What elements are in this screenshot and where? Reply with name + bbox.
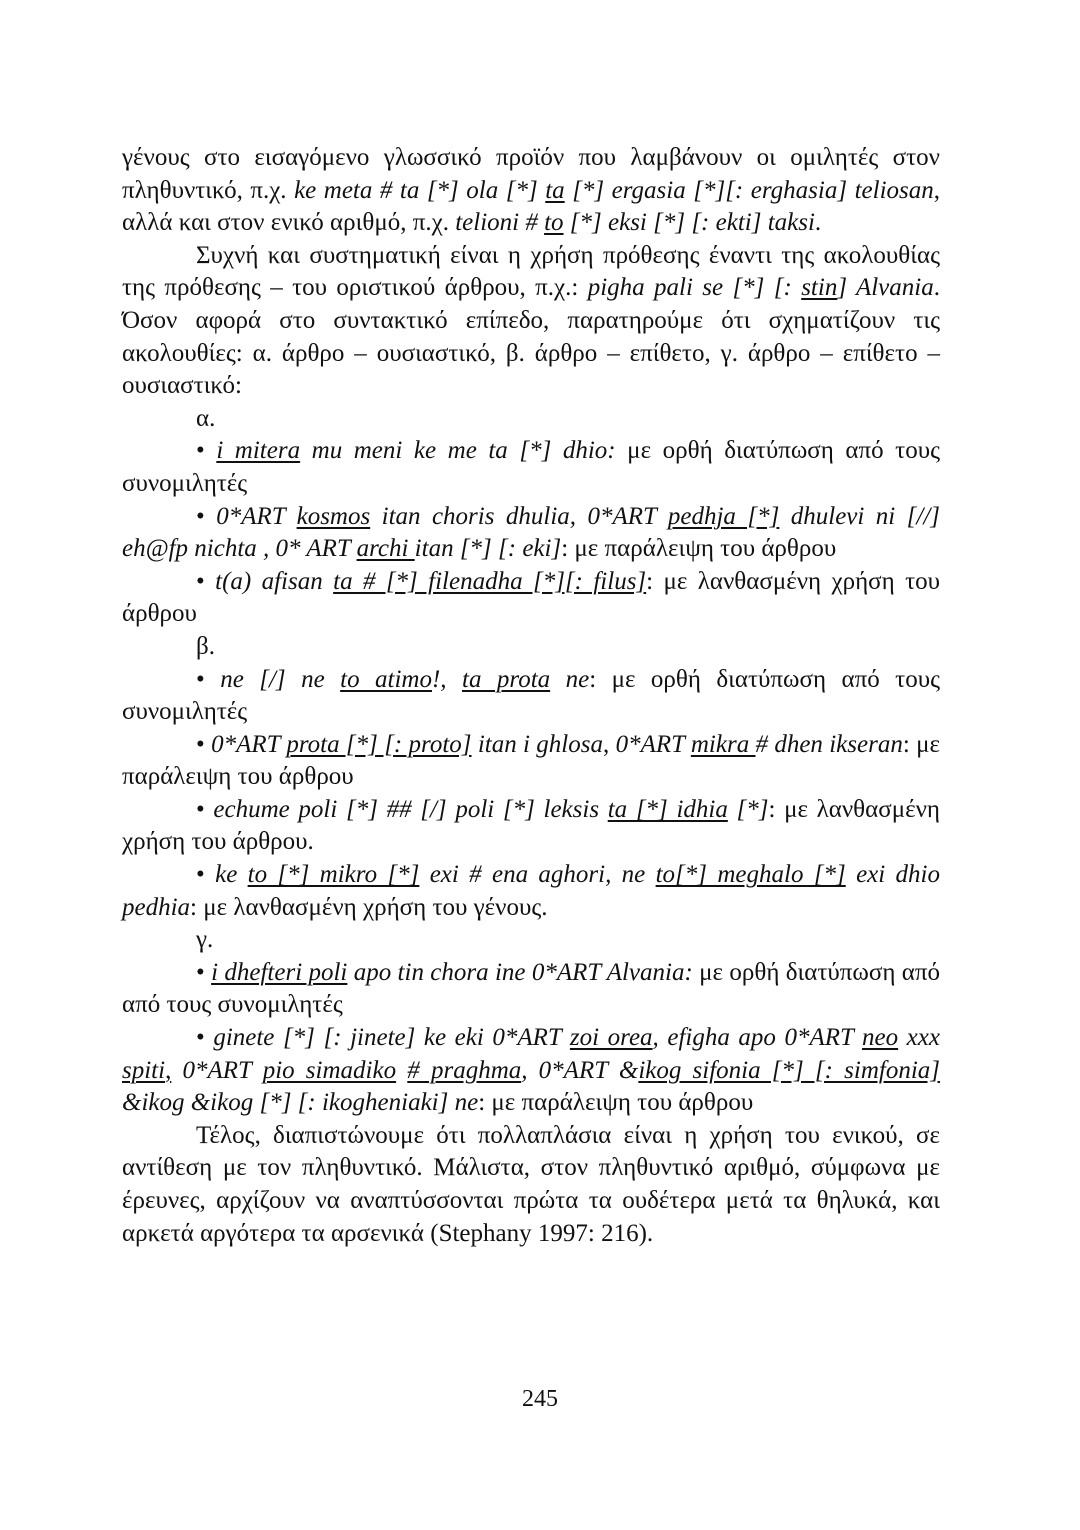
example-beta-2 [122,729,940,794]
page-body [122,142,940,1250]
text-run: to [*] mikro [*] [247,861,420,889]
text-run: prota [*] [: proto] [286,730,472,758]
text-run: # dhen ikseran [755,730,903,758]
text-run: ke [215,861,248,889]
text-run: exi # ena aghori, ne [419,861,656,889]
text-run: neo [862,1024,899,1052]
text-run: , [603,730,616,758]
text-run: apo tin chora ine 0*ART Alvania: [347,958,693,986]
text-run: itan i ghlosa [471,730,603,758]
text-run: mikra [690,730,756,758]
text-run: γένους στο εισαγόμενο γλωσσικό προϊόν που λαμβάνουν οι ομιλητές στον πληθυντικό, π.χ. [122,144,940,204]
text-run: i mitera [216,437,301,465]
example-beta-1 [122,664,940,729]
text-run: ke meta # ta [*] ola [*] [294,176,546,204]
text-run: ta prota [462,665,551,693]
text-run: . Όσον αφορά στο συντακτικό επίπεδο, παρατηρούμε ότι σχηματίζουν τις ακολουθίες: α. άρθρο – ουσιαστικό, β. άρθρο – επίθετο, γ. άρθρο – επίθετο – ουσιαστικό: [122,274,940,400]
text-run: , [165,1056,172,1084]
section-label-gamma: γ. [196,926,214,954]
text-run: ikog sifonia [*] [: simfonia] [638,1056,940,1084]
text-run: t(a) afisan [215,567,334,595]
text-run: ta [*] idhia [607,795,728,823]
text-run: itan [*] [: eki] [414,535,562,563]
text-run: • [196,958,212,986]
paragraph-1 [122,142,940,240]
text-run: , 0*ART & [521,1056,639,1084]
text-run: telioni # [455,209,545,237]
text-run: • [196,665,221,693]
text-run: με ορθή διατύπωση από τους συνομιλητές [122,437,941,497]
text-run: ] Alvania [837,274,934,302]
text-run: 0*ART [216,502,297,530]
text-run: . [814,209,822,237]
example-alpha-2 [122,501,940,566]
text-run: i dhefteri poli [211,958,348,986]
example-alpha-1 [122,435,940,500]
text-run: , αλλά και στον ενικό αριθμό, π.χ. [122,176,940,237]
example-gamma-2 [122,1022,940,1120]
text-run: !, [431,665,463,693]
text-run: : με παράλειψη του άρθρου [561,535,837,563]
section-label-alpha: α. [196,404,216,432]
text-run: : με λανθασμένη χρήση του γένους. [190,893,548,921]
text-run: to [544,209,564,237]
text-run: • [196,1024,214,1052]
text-run: exi dhio pedhia [122,861,940,921]
text-run: pigha pali se [*] [: [587,274,802,302]
text-run: 0*ART [615,730,691,758]
example-gamma-1 [122,957,940,1022]
text-run: ta # [*] filenadha [*][: filus] [333,567,647,595]
text-run: [*] eksi [*] [: ekti] taksi [563,209,815,237]
text-run: • [196,437,217,465]
example-beta-4 [122,859,940,924]
text-run: xxx [898,1024,940,1052]
text-run: ginete [*] [: jinete] ke eki 0*ART [213,1024,570,1052]
text-run [396,1057,407,1084]
text-run: : με λανθασμένη χρήση του άρθρου [122,567,941,628]
text-run: • [196,567,216,595]
text-run: # praghma [407,1056,522,1084]
example-alpha-3 [122,566,940,631]
page-number: 245 [522,1386,558,1412]
text-run: Τέλος, διαπιστώνουμε ότι πολλαπλάσια είναι η χρήση του ενικού, σε αντίθεση με τον πληθυντικό. Μάλιστα, στον πληθυντικό αριθμό, σύμφωνα με έρευνες, αρχίζουν να αναπτύσσονται πρώτα τα ουδέτερα μετά τα θηλυκά, και αρκετά αργότερα τα αρσενικά (Stephany 1997: 216). [122,1121,940,1247]
text-run: : με ορθή διατύπωση από τους συνομιλητές [122,665,940,726]
example-beta-3 [122,794,940,859]
text-run: , efigha apo 0*ART [652,1024,863,1052]
text-run: archi [356,535,415,563]
text-run: • [196,730,212,758]
paragraph-2 [122,240,940,403]
text-run: echume poli [*] ## [/] poli [*] leksis [213,795,608,823]
text-run: • [196,795,214,823]
text-run: 0*ART [211,730,287,758]
text-run: kosmos [296,502,371,530]
text-run: • [196,502,217,530]
text-run: : με λανθασμένη χρήση του άρθρου. [122,795,940,856]
text-run: pedhja [*] [667,502,780,530]
text-run: to[*] meghalo [*] [655,861,846,889]
text-run: ne [550,665,590,693]
text-run: to atimo [340,665,432,693]
text-run: : με παράλειψη του άρθρου [122,730,940,791]
paragraph-final [122,1120,940,1250]
text-run: Συχνή και συστηματική είναι η χρήση πρόθεσης έναντι της ακολουθίας της πρόθεσης – του οριστικού άρθρου, π.χ.: [122,241,940,302]
text-run: stin [801,274,838,302]
text-run: [*] [727,795,769,823]
text-run: ta [545,176,565,204]
section-label-beta: β. [196,632,215,660]
text-run: dhulevi ni [//] eh@fp nichta , 0* ART [122,502,940,563]
text-run: [*] ergasia [*][: erghasia] teliosan [564,176,934,204]
text-run: με ορθή διατύπωση από από τους συνομιλητές [122,958,940,1019]
text-run: • [196,861,216,889]
text-run: 0*ART [171,1056,263,1084]
text-run: zoi orea [569,1024,653,1052]
text-run: mu meni ke me ta [*] dhio: [300,437,616,465]
text-run: : με παράλειψη του άρθρου [478,1089,754,1117]
text-run: itan choris dhulia, 0*ART [370,502,668,530]
text-run: &ikog &ikog [*] [: ikogheniaki] ne [122,1089,479,1117]
text-run: pio simadiko [262,1056,397,1084]
text-run: spiti [122,1056,166,1084]
text-run: ne [/] ne [220,665,341,693]
